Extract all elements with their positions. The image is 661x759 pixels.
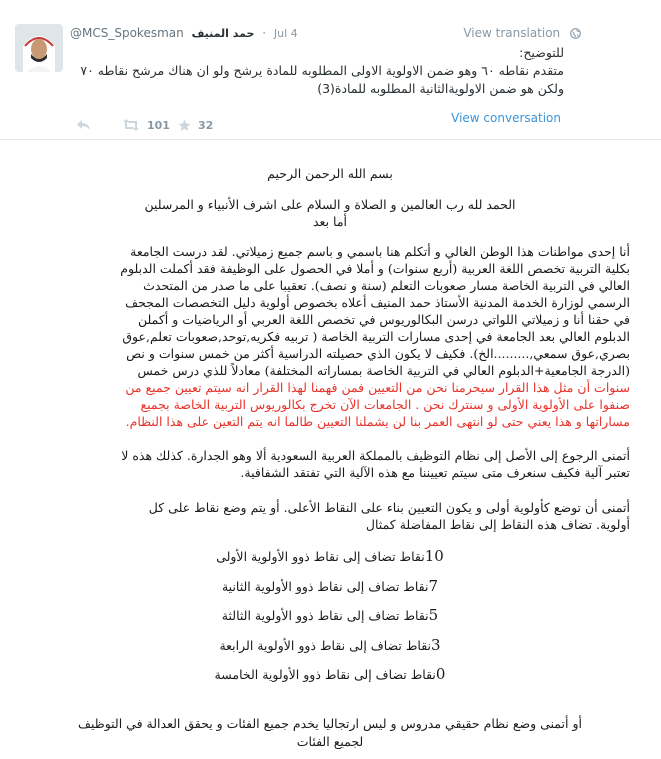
view-translation-label: View translation [463, 26, 561, 40]
points-text: نقاط تضاف إلى نقاط ذوو الأولوية الثالثة [221, 608, 429, 623]
paragraph-line: أولوية. تضاف هذه النقاط إلى نقاط المفاضلة كمثال [365, 517, 630, 532]
points-item [30, 666, 630, 683]
tweet-text-line: ولكن هو ضمن الاولويةالثانية المطلوبه للمادة(3) [317, 81, 564, 96]
paragraph-line: بصري,عوق سمعي,.........الخ). فكيف لا يكون الذي حصيلته الدراسية أكثر من خمس سنوات و نص [126, 346, 630, 361]
paragraph-line: (الدرجة الجامعية+الدبلوم العالي في التربية الخاصة بمساراته المختلفة) معادلاً للذي درس خمس [137, 363, 630, 378]
paragraph-line: بكلية التربية تخصص اللغة العربية (أربع سنوات) و أملا في الحصول على الوظيفة فقد أكملت الدبلوم [120, 261, 630, 276]
globe-icon [570, 28, 581, 39]
closing-line: لجميع الفئات [296, 734, 364, 749]
author-handle[interactable]: @MCS_Spokesman [70, 26, 184, 40]
paragraph-line: في حقنا أنا و زميلاتي اللواتي درسن البكالوريوس في تخصص اللغة العربي أو الرياضيات و أكملن [137, 312, 630, 327]
paragraph-line: الدبلوم العالي بعد الجامعة في إحدى مسارات التربية الخاصة ( تربيه فكريه,توحد,صعوبات تعلم,عوق [122, 329, 630, 344]
points-item [30, 548, 630, 565]
points-item [30, 637, 630, 654]
points-item [30, 607, 630, 624]
reply-button[interactable] [76, 117, 91, 133]
greeting: الحمد لله رب العالمين و الصلاة و السلام على اشرف الأنبياء و المرسلين [144, 197, 516, 212]
paragraph-line: أنا إحدى مواطنات هذا الوطن الغالي و أتكلم هنا باسمي و باسم جميع زميلاتي. لقد درست الجامعة [130, 244, 630, 259]
favorite-count: 32 [198, 118, 214, 132]
points-value: 5 [428, 606, 439, 624]
closing-line: أو أتمنى وضع نظام حقيقي مدروس و ليس ارتجاليا يخدم جميع الفئات و يحقق العدالة في التوظيف [78, 716, 582, 731]
tweet-timestamp[interactable]: Jul 4 [273, 27, 298, 40]
star-icon [178, 119, 191, 132]
retweet-count: 101 [147, 118, 170, 132]
paragraph-line: تعتبر آلية فكيف سنعرف متى سيتم تعييننا مع هذه الآلية التي تفتقد الشفافية. [240, 465, 630, 480]
points-item [30, 578, 630, 595]
paragraph-line: أتمنى أن توضع كأولوية أولى و يكون التعيين بناء على النقاط الأعلى. أو يتم وضع نقاط على كل [148, 500, 630, 515]
highlighted-line: سنوات أن مثل هذا القرار سيحرمنا نحن من التعيين فمن فهمنا لهذا القرار انه سيتم تعيين جميع من [125, 380, 630, 395]
view-translation-link[interactable] [463, 24, 581, 42]
paragraph-line: العالي في التربية الخاصة مسار صعوبات التعلم (سنة و نصف). تعقيبا على ما صدر من المتحدث [143, 278, 630, 293]
tweet-actions [70, 117, 270, 133]
points-value: 3 [431, 636, 441, 654]
points-text: نقاط تضاف إلى نقاط ذوو الأولوية الخامسة [214, 667, 436, 682]
tweet-text-line: للتوضيح: [519, 45, 564, 60]
tweet-text [74, 44, 564, 98]
points-text: نقاط تضاف إلى نقاط ذوو الأولوية الرابعة [219, 638, 431, 653]
tweet-card [0, 0, 661, 140]
points-text: نقاط تضاف إلى نقاط ذوو الأولوية الأولى [216, 549, 425, 564]
points-value: 7 [428, 577, 439, 595]
highlighted-line: مساراتها و هذا يعني حتى لو انتهى العمر بنا لن يشملنا التعيين طالما انه يتم التعين على هذا النظام. [125, 414, 630, 429]
points-text: نقاط تضاف إلى نقاط ذوو الأولوية الثانية [221, 579, 429, 594]
retweet-button[interactable] [122, 117, 170, 133]
author-name[interactable]: حمد المنيف [191, 27, 255, 40]
reply-icon [76, 119, 91, 131]
separator-dot: · [262, 26, 267, 40]
highlighted-line: صنفوا على الأولوية الأولى و سنترك نحن . الجامعات الآن تخرج بكالوريوس التربية الخاصة بجميع [140, 397, 630, 412]
avatar-photo [15, 24, 63, 72]
avatar[interactable] [15, 24, 63, 72]
favorite-button[interactable] [178, 117, 213, 133]
basmala: بسم الله الرحمن الرحيم [267, 166, 393, 181]
view-conversation-link[interactable]: View conversation [451, 111, 561, 125]
paragraph-line: الرسمي لوزارة الخدمة المدنية الأستاذ حمد المنيف أعلاه بخصوص أولوية دليل التخصصات المجحف [125, 295, 630, 310]
points-value: 0 [435, 665, 446, 683]
tweet-text-line: متقدم نقاطه ٦٠ وهو ضمن الاولوية الاولى المطلوبه للمادة يرشح ولو ان هناك مرشح نقاطه ٧٠ [80, 63, 564, 78]
amma-baad: أما بعد [312, 214, 348, 229]
paragraph-line: أتمنى الرجوع إلى الأصل إلى نظام التوظيف بالمملكة العربية السعودية ألا وهو الجدارة. كذلك هذه لا [121, 448, 630, 463]
retweet-icon [122, 119, 140, 131]
points-value: 10 [424, 547, 444, 565]
